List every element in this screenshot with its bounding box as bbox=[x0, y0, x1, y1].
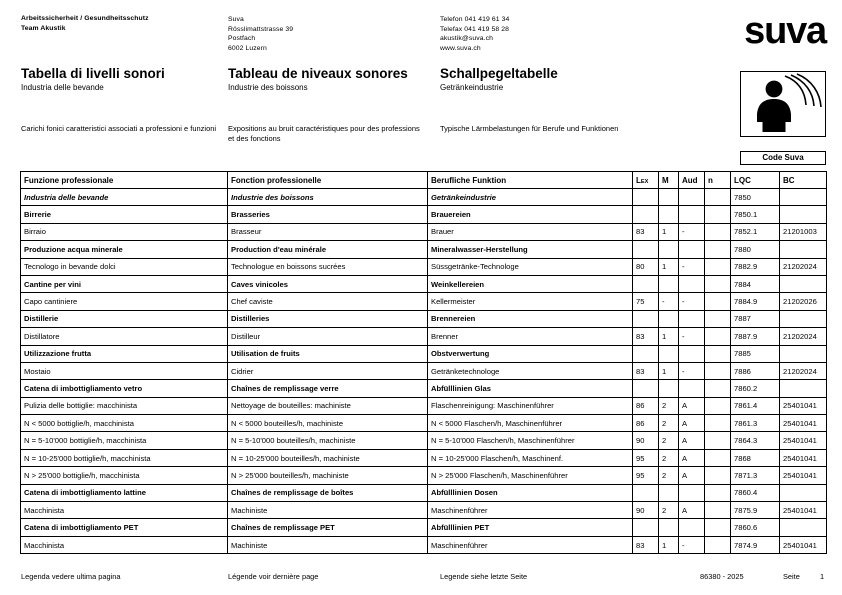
column-header-n: n bbox=[705, 172, 731, 189]
cell-it: Birrerie bbox=[21, 206, 228, 223]
cell-lqc: 7871.3 bbox=[731, 467, 780, 484]
cell-m bbox=[659, 189, 679, 206]
cell-m: 1 bbox=[659, 536, 679, 553]
cell-it: Macchinista bbox=[21, 536, 228, 553]
cell-m bbox=[659, 519, 679, 536]
cell-it: Catena di imbottigliamento PET bbox=[21, 519, 228, 536]
cell-lex: 83 bbox=[633, 223, 659, 240]
cell-de: N = 5-10'000 Flaschen/h, Maschinenführer bbox=[428, 432, 633, 449]
table-row bbox=[21, 223, 827, 240]
cell-lqc: 7852.1 bbox=[731, 223, 780, 240]
cell-n bbox=[705, 362, 731, 379]
cell-aud bbox=[679, 519, 705, 536]
footer-legend-it: Legenda vedere ultima pagina bbox=[21, 572, 121, 581]
column-header-m: M bbox=[659, 172, 679, 189]
cell-n bbox=[705, 206, 731, 223]
title-german-sub: Getränkeindustrie bbox=[440, 83, 504, 92]
cell-m: 2 bbox=[659, 502, 679, 519]
table-row bbox=[21, 293, 827, 310]
title-german-main: Schallpegeltabelle bbox=[440, 66, 558, 81]
noise-exposed-person-pictogram bbox=[740, 71, 826, 137]
table-row bbox=[21, 310, 827, 327]
cell-lqc: 7850.1 bbox=[731, 206, 780, 223]
cell-de: Kellermeister bbox=[428, 293, 633, 310]
cell-lex: 86 bbox=[633, 397, 659, 414]
contact-block bbox=[440, 15, 509, 53]
cell-aud: - bbox=[679, 362, 705, 379]
cell-aud: A bbox=[679, 467, 705, 484]
cell-bc bbox=[780, 519, 827, 536]
cell-n bbox=[705, 484, 731, 501]
cell-lex: 95 bbox=[633, 467, 659, 484]
footer-page-label: Seite bbox=[783, 572, 800, 581]
footer-legend-de: Legende siehe letzte Seite bbox=[440, 572, 528, 581]
cell-n bbox=[705, 189, 731, 206]
cell-bc: 25401041 bbox=[780, 536, 827, 553]
cell-lex: 75 bbox=[633, 293, 659, 310]
cell-fr: Nettoyage de bouteilles: machiniste bbox=[228, 397, 428, 414]
cell-m bbox=[659, 310, 679, 327]
lex-base: L bbox=[636, 175, 641, 185]
contact-email: akustik@suva.ch bbox=[440, 35, 493, 43]
address-line-4: 6002 Luzern bbox=[228, 44, 267, 52]
cell-it: Cantine per vini bbox=[21, 275, 228, 292]
cell-aud bbox=[679, 484, 705, 501]
cell-it: Birraio bbox=[21, 223, 228, 240]
cell-bc: 25401041 bbox=[780, 467, 827, 484]
cell-it: N > 25'000 bottiglie/h, macchinista bbox=[21, 467, 228, 484]
address-line-2: Rösslimattstrasse 39 bbox=[228, 25, 294, 33]
cell-de: Abfülllinien Dosen bbox=[428, 484, 633, 501]
cell-n bbox=[705, 415, 731, 432]
table-row bbox=[21, 380, 827, 397]
cell-lex bbox=[633, 345, 659, 362]
cell-m: 2 bbox=[659, 449, 679, 466]
table-row bbox=[21, 415, 827, 432]
cell-de: Brenner bbox=[428, 328, 633, 345]
cell-aud: A bbox=[679, 397, 705, 414]
cell-lex: 83 bbox=[633, 328, 659, 345]
cell-aud: A bbox=[679, 502, 705, 519]
cell-lqc: 7860.2 bbox=[731, 380, 780, 397]
cell-lqc: 7886 bbox=[731, 362, 780, 379]
cell-it: Capo cantiniere bbox=[21, 293, 228, 310]
cell-bc bbox=[780, 241, 827, 258]
cell-aud: - bbox=[679, 293, 705, 310]
cell-m bbox=[659, 275, 679, 292]
cell-it: Catena di imbottigliamento vetro bbox=[21, 380, 228, 397]
title-german bbox=[440, 66, 558, 93]
cell-it: Catena di imbottigliamento lattine bbox=[21, 484, 228, 501]
table-body bbox=[21, 189, 827, 554]
cell-de: Maschinenführer bbox=[428, 502, 633, 519]
cell-m bbox=[659, 484, 679, 501]
cell-bc: 25401041 bbox=[780, 415, 827, 432]
sound-level-table bbox=[20, 171, 827, 554]
description-german: Typische Lärmbelastungen für Berufe und Funktionen bbox=[440, 124, 619, 133]
table-row bbox=[21, 502, 827, 519]
cell-it: N < 5000 bottiglie/h, macchinista bbox=[21, 415, 228, 432]
column-header-aud: Aud bbox=[679, 172, 705, 189]
lex-subscript: EX bbox=[640, 178, 649, 185]
cell-fr: Technologue en boissons sucrées bbox=[228, 258, 428, 275]
cell-lqc: 7860.6 bbox=[731, 519, 780, 536]
suva-logo: suva bbox=[744, 10, 826, 52]
cell-de: Süssgetränke-Technologe bbox=[428, 258, 633, 275]
cell-it: Distillerie bbox=[21, 310, 228, 327]
cell-lex bbox=[633, 310, 659, 327]
cell-m: 1 bbox=[659, 328, 679, 345]
cell-aud bbox=[679, 206, 705, 223]
cell-bc: 25401041 bbox=[780, 449, 827, 466]
cell-m bbox=[659, 345, 679, 362]
table-row bbox=[21, 258, 827, 275]
cell-n bbox=[705, 519, 731, 536]
cell-m bbox=[659, 241, 679, 258]
cell-de: Getränketechnologe bbox=[428, 362, 633, 379]
cell-lqc: 7880 bbox=[731, 241, 780, 258]
cell-de: Brennereien bbox=[428, 310, 633, 327]
description-italian: Carichi fonici caratteristici associati a professioni e funzioni bbox=[21, 124, 217, 133]
cell-bc: 25401041 bbox=[780, 432, 827, 449]
cell-n bbox=[705, 345, 731, 362]
cell-bc bbox=[780, 345, 827, 362]
cell-lex: 80 bbox=[633, 258, 659, 275]
cell-lqc: 7868 bbox=[731, 449, 780, 466]
cell-aud bbox=[679, 189, 705, 206]
cell-n bbox=[705, 432, 731, 449]
cell-m bbox=[659, 206, 679, 223]
cell-bc bbox=[780, 484, 827, 501]
title-french bbox=[228, 66, 408, 93]
table-row bbox=[21, 519, 827, 536]
cell-it: Mostaio bbox=[21, 362, 228, 379]
table-row bbox=[21, 345, 827, 362]
cell-aud bbox=[679, 345, 705, 362]
cell-fr: Distilleur bbox=[228, 328, 428, 345]
column-header-fr: Fonction professionelle bbox=[228, 172, 428, 189]
cell-lex bbox=[633, 519, 659, 536]
cell-n bbox=[705, 467, 731, 484]
cell-it: Utilizzazione frutta bbox=[21, 345, 228, 362]
cell-n bbox=[705, 310, 731, 327]
cell-n bbox=[705, 536, 731, 553]
cell-fr: Cidrier bbox=[228, 362, 428, 379]
cell-bc: 21201003 bbox=[780, 223, 827, 240]
cell-lqc: 7887 bbox=[731, 310, 780, 327]
cell-de: N = 10-25'000 Flaschen/h, Maschinenf. bbox=[428, 449, 633, 466]
column-header-de: Berufliche Funktion bbox=[428, 172, 633, 189]
cell-aud: - bbox=[679, 536, 705, 553]
cell-m: - bbox=[659, 293, 679, 310]
cell-lqc: 7884 bbox=[731, 275, 780, 292]
cell-n bbox=[705, 328, 731, 345]
cell-fr: N = 5-10'000 bouteilles/h, machiniste bbox=[228, 432, 428, 449]
cell-aud bbox=[679, 275, 705, 292]
cell-m: 2 bbox=[659, 432, 679, 449]
cell-it: N = 5-10'000 bottiglie/h, macchinista bbox=[21, 432, 228, 449]
cell-it: Pulizia delle bottiglie: macchinista bbox=[21, 397, 228, 414]
cell-lqc: 7864.3 bbox=[731, 432, 780, 449]
cell-fr: Distilleries bbox=[228, 310, 428, 327]
cell-aud: A bbox=[679, 415, 705, 432]
cell-de: Getränkeindustrie bbox=[428, 189, 633, 206]
cell-fr: N < 5000 bouteilles/h, machiniste bbox=[228, 415, 428, 432]
cell-de: N < 5000 Flaschen/h, Maschinenführer bbox=[428, 415, 633, 432]
cell-lex bbox=[633, 241, 659, 258]
cell-it: Produzione acqua minerale bbox=[21, 241, 228, 258]
cell-lex: 90 bbox=[633, 432, 659, 449]
department-block bbox=[21, 14, 149, 33]
cell-lex: 83 bbox=[633, 362, 659, 379]
cell-fr: Industrie des boissons bbox=[228, 189, 428, 206]
cell-lex bbox=[633, 380, 659, 397]
table-row bbox=[21, 189, 827, 206]
cell-n bbox=[705, 380, 731, 397]
cell-m: 1 bbox=[659, 362, 679, 379]
cell-bc: 25401041 bbox=[780, 502, 827, 519]
cell-de: Mineralwasser-Herstellung bbox=[428, 241, 633, 258]
cell-lqc: 7850 bbox=[731, 189, 780, 206]
cell-bc: 21202026 bbox=[780, 293, 827, 310]
cell-n bbox=[705, 502, 731, 519]
cell-it: N = 10-25'000 bottiglie/h, macchinista bbox=[21, 449, 228, 466]
footer-legend-fr: Légende voir dernière page bbox=[228, 572, 319, 581]
cell-fr: Chaînes de remplissage de boîtes bbox=[228, 484, 428, 501]
cell-it: Macchinista bbox=[21, 502, 228, 519]
cell-lqc: 7861.3 bbox=[731, 415, 780, 432]
cell-aud: A bbox=[679, 432, 705, 449]
cell-fr: Machiniste bbox=[228, 536, 428, 553]
cell-n bbox=[705, 223, 731, 240]
cell-it: Industria delle bevande bbox=[21, 189, 228, 206]
address-line-1: Suva bbox=[228, 16, 244, 23]
document-header bbox=[0, 10, 842, 66]
column-header-bc: BC bbox=[780, 172, 827, 189]
cell-aud: A bbox=[679, 449, 705, 466]
cell-de: Brauereien bbox=[428, 206, 633, 223]
cell-lqc: 7887.9 bbox=[731, 328, 780, 345]
table-row bbox=[21, 275, 827, 292]
cell-lex bbox=[633, 275, 659, 292]
table-row bbox=[21, 467, 827, 484]
cell-de: Abfülllinien PET bbox=[428, 519, 633, 536]
title-french-sub: Industrie des boissons bbox=[228, 83, 308, 92]
cell-lex bbox=[633, 189, 659, 206]
cell-fr: Utilisation de fruits bbox=[228, 345, 428, 362]
column-header-lex bbox=[633, 172, 659, 189]
cell-m: 2 bbox=[659, 397, 679, 414]
table-row bbox=[21, 536, 827, 553]
cell-fr: Machiniste bbox=[228, 502, 428, 519]
cell-de: Flaschenreinigung: Maschinenführer bbox=[428, 397, 633, 414]
cell-lex bbox=[633, 206, 659, 223]
cell-lex bbox=[633, 484, 659, 501]
cell-fr: Brasseries bbox=[228, 206, 428, 223]
table-row bbox=[21, 241, 827, 258]
cell-fr: Chef caviste bbox=[228, 293, 428, 310]
cell-bc: 21202024 bbox=[780, 328, 827, 345]
cell-fr: Production d'eau minérale bbox=[228, 241, 428, 258]
cell-bc bbox=[780, 310, 827, 327]
cell-fr: N = 10-25'000 bouteilles/h, machiniste bbox=[228, 449, 428, 466]
cell-bc: 21202024 bbox=[780, 362, 827, 379]
department-line-1: Arbeitssicherheit / Gesundheitsschutz bbox=[21, 15, 149, 22]
cell-m: 1 bbox=[659, 258, 679, 275]
code-suva-label: Code Suva bbox=[740, 151, 826, 165]
cell-aud: - bbox=[679, 223, 705, 240]
contact-website: www.suva.ch bbox=[440, 44, 481, 52]
contact-fax: Telefax 041 419 58 28 bbox=[440, 25, 509, 33]
cell-m: 2 bbox=[659, 467, 679, 484]
column-header-it: Funzione professionale bbox=[21, 172, 228, 189]
cell-aud: - bbox=[679, 328, 705, 345]
cell-lex: 83 bbox=[633, 536, 659, 553]
description-french: Expositions au bruit caractéristiques pour des professions et des fonctions bbox=[228, 124, 420, 143]
cell-lqc: 7874.9 bbox=[731, 536, 780, 553]
title-french-main: Tableau de niveaux sonores bbox=[228, 66, 408, 81]
cell-aud bbox=[679, 380, 705, 397]
department-line-2: Team Akustik bbox=[21, 24, 66, 32]
cell-fr: Chaînes de remplissage PET bbox=[228, 519, 428, 536]
table-row bbox=[21, 362, 827, 379]
footer-doc-number: 86380 - 2025 bbox=[700, 572, 744, 581]
cell-lex: 86 bbox=[633, 415, 659, 432]
table-row bbox=[21, 449, 827, 466]
cell-fr: Chaînes de remplissage verre bbox=[228, 380, 428, 397]
cell-bc bbox=[780, 275, 827, 292]
cell-it: Distillatore bbox=[21, 328, 228, 345]
cell-bc bbox=[780, 189, 827, 206]
cell-de: Abfülllinien Glas bbox=[428, 380, 633, 397]
cell-fr: Caves vinicoles bbox=[228, 275, 428, 292]
cell-aud: - bbox=[679, 258, 705, 275]
cell-de: Weinkellereien bbox=[428, 275, 633, 292]
address-block bbox=[228, 15, 293, 53]
title-italian-main: Tabella di livelli sonori bbox=[21, 66, 165, 81]
title-italian-sub: Industria delle bevande bbox=[21, 83, 104, 92]
cell-n bbox=[705, 449, 731, 466]
title-italian bbox=[21, 66, 165, 93]
cell-bc bbox=[780, 380, 827, 397]
cell-de: Brauer bbox=[428, 223, 633, 240]
cell-m: 2 bbox=[659, 415, 679, 432]
cell-lqc: 7860.4 bbox=[731, 484, 780, 501]
cell-bc: 25401041 bbox=[780, 397, 827, 414]
cell-lqc: 7884.9 bbox=[731, 293, 780, 310]
cell-bc bbox=[780, 206, 827, 223]
table-row bbox=[21, 328, 827, 345]
cell-de: Obstverwertung bbox=[428, 345, 633, 362]
cell-it: Tecnologo in bevande dolci bbox=[21, 258, 228, 275]
cell-aud bbox=[679, 310, 705, 327]
cell-n bbox=[705, 397, 731, 414]
cell-lqc: 7882.9 bbox=[731, 258, 780, 275]
cell-bc: 21202024 bbox=[780, 258, 827, 275]
table-row bbox=[21, 484, 827, 501]
cell-lqc: 7885 bbox=[731, 345, 780, 362]
cell-m: 1 bbox=[659, 223, 679, 240]
cell-de: Maschinenführer bbox=[428, 536, 633, 553]
cell-lex: 90 bbox=[633, 502, 659, 519]
cell-n bbox=[705, 275, 731, 292]
cell-n bbox=[705, 258, 731, 275]
cell-lex: 95 bbox=[633, 449, 659, 466]
cell-lqc: 7861.4 bbox=[731, 397, 780, 414]
cell-fr: Brasseur bbox=[228, 223, 428, 240]
cell-n bbox=[705, 293, 731, 310]
cell-lqc: 7875.9 bbox=[731, 502, 780, 519]
cell-m bbox=[659, 380, 679, 397]
address-line-3: Postfach bbox=[228, 35, 256, 43]
table-row bbox=[21, 397, 827, 414]
contact-phone: Telefon 041 419 61 34 bbox=[440, 16, 510, 23]
footer-page-number: 1 bbox=[820, 572, 825, 581]
table-row bbox=[21, 432, 827, 449]
cell-fr: N > 25'000 bouteilles/h, machiniste bbox=[228, 467, 428, 484]
column-header-lqc: LQC bbox=[731, 172, 780, 189]
table-row bbox=[21, 206, 827, 223]
table-header-row bbox=[21, 172, 827, 189]
cell-n bbox=[705, 241, 731, 258]
cell-de: N > 25'000 Flaschen/h, Maschinenführer bbox=[428, 467, 633, 484]
cell-aud bbox=[679, 241, 705, 258]
